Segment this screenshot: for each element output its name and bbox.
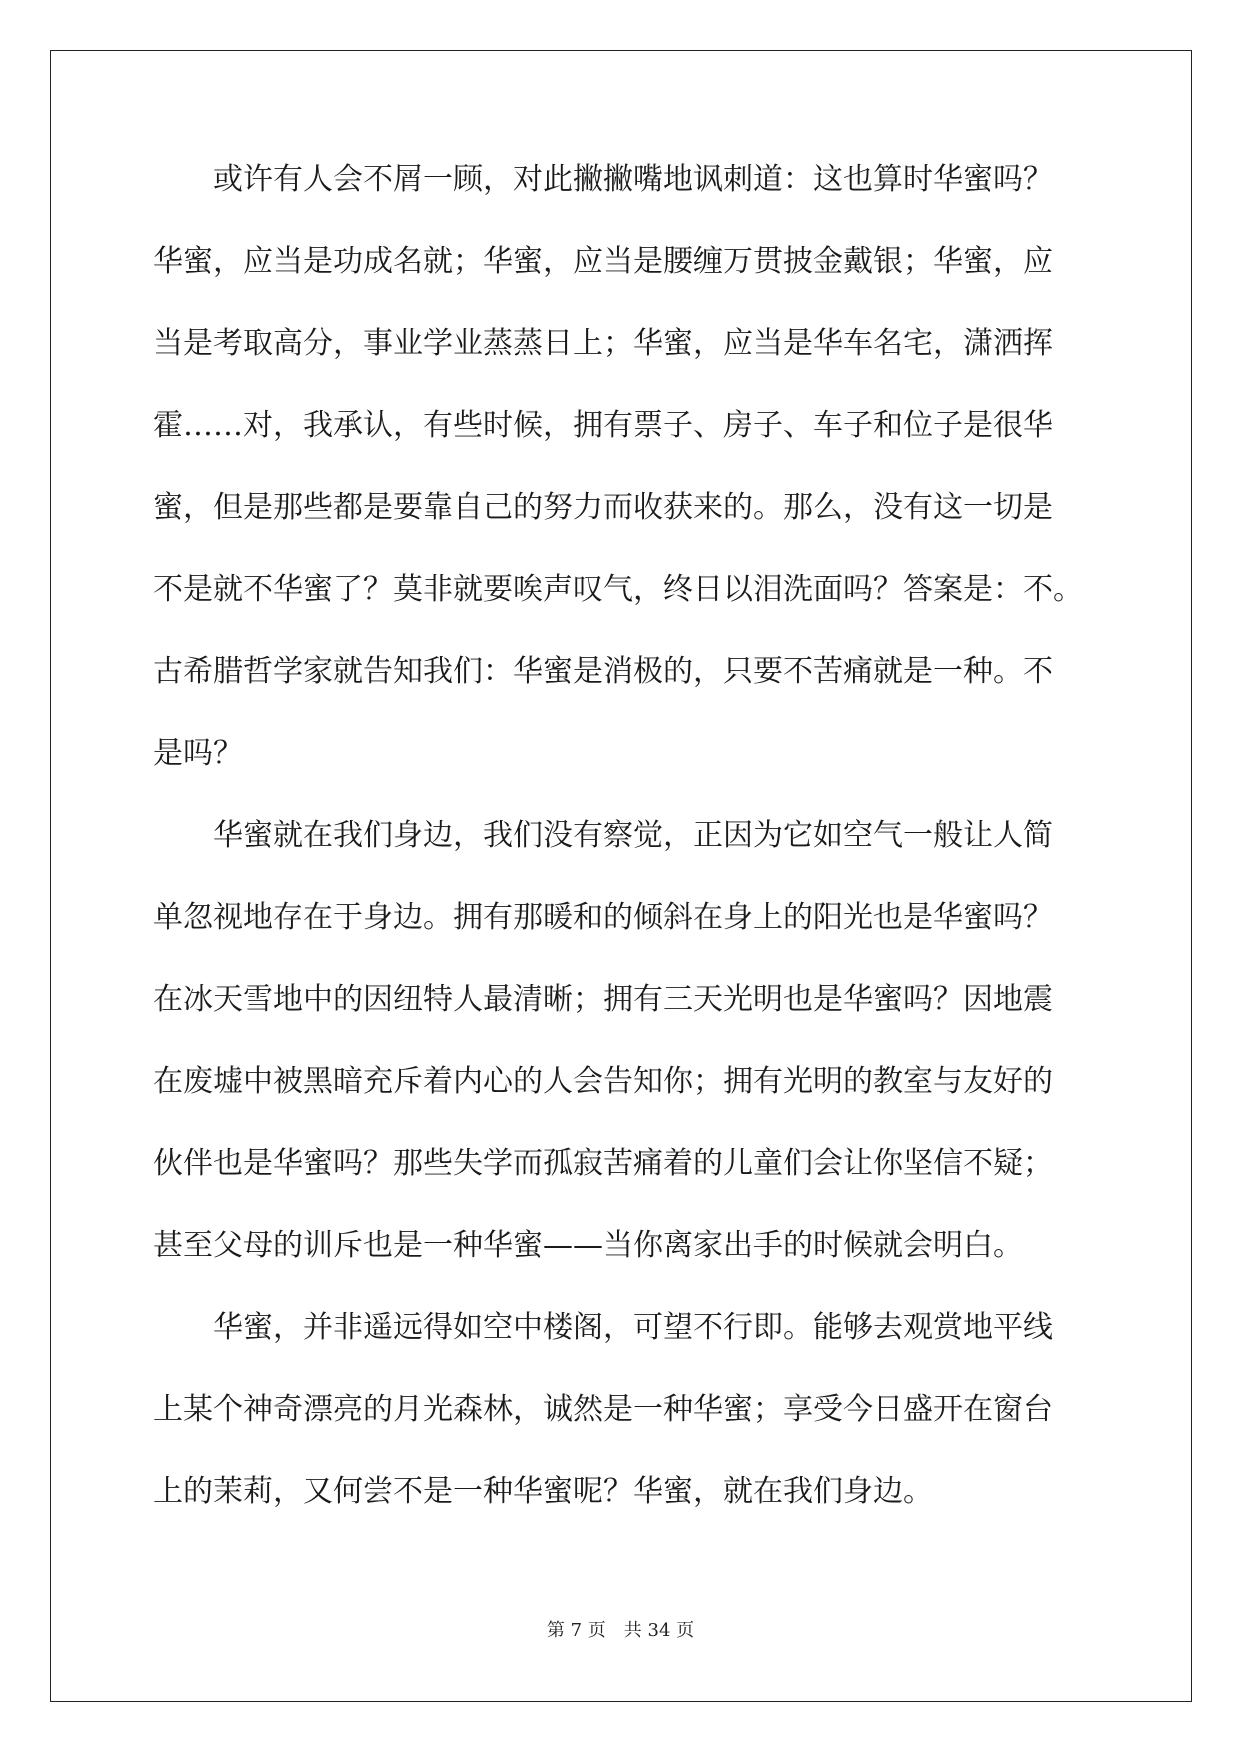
text-line: 或许有人会不屑一顾，对此撇撇嘴地讽刺道：这也算时华蜜吗？ xyxy=(153,162,1053,197)
text-line: 是吗？ xyxy=(153,736,243,771)
text-line: 华蜜就在我们身边，我们没有察觉，正因为它如空气一般让人简 xyxy=(153,818,1053,853)
text-line: 甚至父母的训斥也是一种华蜜——当你离家出手的时候就会明白。 xyxy=(153,1228,1023,1263)
text-line: 蜜，但是那些都是要靠自己的努力而收获来的。那么，没有这一切是 xyxy=(153,490,1053,525)
text-line: 在废墟中被黑暗充斥着内心的人会告知你；拥有光明的教室与友好的 xyxy=(153,1064,1053,1099)
text-line: 单忽视地存在于身边。拥有那暖和的倾斜在身上的阳光也是华蜜吗？ xyxy=(153,900,1053,935)
text-line: 当是考取高分，事业学业蒸蒸日上；华蜜，应当是华车名宅，潇洒挥 xyxy=(153,326,1053,361)
text-line: 上的茉莉，又何尝不是一种华蜜呢？华蜜，就在我们身边。 xyxy=(153,1474,933,1509)
text-line: 华蜜，应当是功成名就；华蜜，应当是腰缠万贯披金戴银；华蜜，应 xyxy=(153,244,1053,279)
text-line: 上某个神奇漂亮的月光森林，诚然是一种华蜜；享受今日盛开在窗台 xyxy=(153,1392,1053,1427)
text-line: 伙伴也是华蜜吗？那些失学而孤寂苦痛着的儿童们会让你坚信不疑； xyxy=(153,1146,1053,1181)
page-number-footer: 第 7 页 共 34 页 xyxy=(546,1620,695,1641)
text-line: 华蜜，并非遥远得如空中楼阁，可望不行即。能够去观赏地平线 xyxy=(153,1310,1053,1345)
text-line: 不是就不华蜜了？莫非就要唉声叹气，终日以泪洗面吗？答案是：不。 xyxy=(153,572,1083,607)
text-line: 霍……对，我承认，有些时候，拥有票子、房子、车子和位子是很华 xyxy=(153,408,1053,443)
document-body xyxy=(153,160,1113,1554)
text-line: 古希腊哲学家就告知我们：华蜜是消极的，只要不苦痛就是一种。不 xyxy=(153,654,1053,689)
text-line: 在冰天雪地中的因纽特人最清晰；拥有三天光明也是华蜜吗？因地震 xyxy=(153,982,1053,1017)
